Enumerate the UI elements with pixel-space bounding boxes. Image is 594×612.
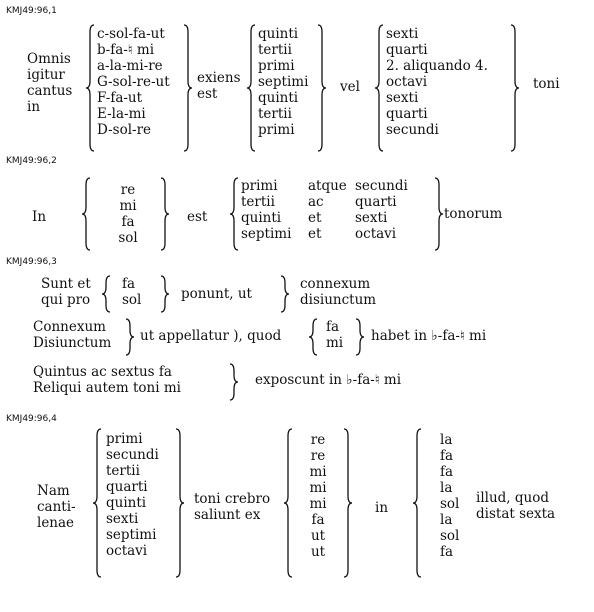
connexion-pair: [300, 276, 376, 308]
vel-word: vel: [340, 79, 360, 95]
brace-left: [309, 319, 317, 355]
syllable: fa: [121, 214, 135, 230]
mode-word: sexti: [386, 26, 419, 42]
second-mode-list: [386, 26, 488, 138]
brace-left: [284, 429, 292, 577]
mode-word: octavi: [355, 226, 397, 242]
mode-word: quarti: [386, 106, 428, 122]
ordinal-word: quinti: [106, 495, 147, 511]
lead-line: Sunt et: [41, 276, 91, 292]
ordinal-word: sexti: [106, 511, 139, 527]
mid-phrase-4: [194, 491, 270, 523]
lead-phrase-1: [27, 51, 72, 115]
lead-line: Reliqui autem toni mi: [33, 380, 181, 396]
mode-word: septimi: [258, 74, 309, 90]
syllable-column-b: [440, 432, 459, 560]
syllable: fa: [122, 276, 136, 292]
syllable: fa: [440, 464, 454, 480]
syllable: la: [440, 512, 453, 528]
syllable: mi: [326, 335, 344, 351]
brace-right: [184, 25, 192, 151]
ordinal-word: secundi: [106, 447, 159, 463]
tail-line: distat sexta: [476, 506, 556, 522]
mode-word: quarti: [386, 42, 428, 58]
ordinal-word: quarti: [106, 479, 148, 495]
lead-line: Disiunctum: [33, 335, 112, 351]
note-name: G-sol-re-ut: [97, 74, 170, 90]
syllable: sol: [440, 528, 460, 544]
mid-line: saliunt ex: [194, 507, 261, 523]
ordinal-word: primi: [106, 431, 143, 447]
ordinal-word: tertii: [106, 463, 140, 479]
mode-word: quarti: [355, 194, 397, 210]
verb-word: exiens: [197, 70, 241, 86]
syllable: re: [120, 182, 136, 198]
brace-right: [230, 364, 238, 400]
ordinal-word: septimi: [106, 527, 157, 543]
note-name: c-sol-fa-ut: [97, 26, 165, 42]
verb-phrase-1: [197, 70, 241, 102]
brace-left: [82, 178, 90, 250]
brace-left: [102, 276, 110, 312]
lead-word: cantus: [27, 83, 73, 99]
syllable: re: [310, 448, 326, 464]
lead-word: Omnis: [27, 51, 71, 67]
syllable: fa: [440, 544, 454, 560]
brace-right: [161, 178, 169, 250]
tail-line: illud, quod: [476, 490, 549, 506]
ponunt-phrase: ponunt, ut: [181, 286, 252, 302]
mode-word: primi: [258, 58, 295, 74]
note-name: D-sol-re: [97, 122, 152, 138]
syllable: ut: [310, 528, 326, 544]
mode-word: quinti: [258, 90, 299, 106]
syllable: ut: [310, 544, 326, 560]
ordinal-list: [106, 431, 159, 559]
mode-word: quinti: [241, 210, 282, 226]
section-label-1: KMJ49:96,1: [6, 6, 57, 16]
syllable-pair-2: [326, 319, 343, 351]
syllable: mi: [119, 198, 137, 214]
lead-in-2: In: [32, 209, 47, 225]
mode-word: tertii: [258, 42, 292, 58]
brace-right: [318, 25, 326, 151]
brace-left: [413, 429, 421, 577]
lead-phrase-3b: [33, 319, 111, 351]
ordinal-word: octavi: [106, 543, 148, 559]
brace-right: [126, 319, 134, 355]
connexion-word: connexum: [300, 276, 371, 292]
mode-word: quinti: [258, 26, 299, 42]
lead-phrase-3c: [33, 364, 181, 396]
syllable: fa: [440, 448, 454, 464]
verb-word: est: [197, 86, 218, 102]
toni-word: toni: [533, 76, 560, 92]
brace-right: [281, 276, 289, 312]
mode-word: primi: [258, 122, 295, 138]
brace-left: [247, 25, 255, 151]
lead-word: igitur: [27, 67, 65, 83]
mode-word: tertii: [241, 194, 275, 210]
syllable-pair-1: [122, 276, 141, 308]
syllable: mi: [309, 496, 327, 512]
tonorum-word: tonorum: [444, 206, 503, 222]
lead-line: qui pro: [41, 292, 91, 308]
lead-word: Nam: [37, 483, 70, 499]
mode-word: tertii: [258, 106, 292, 122]
note-name: F-fa-ut: [97, 90, 143, 106]
brace-right: [344, 429, 352, 577]
lead-line: Quintus ac sextus fa: [33, 364, 172, 380]
syllable: mi: [309, 480, 327, 496]
lead-phrase-4: [37, 483, 76, 531]
conjunction: ac: [308, 194, 324, 210]
connexion-word: disiunctum: [300, 292, 377, 308]
in-word-4: in: [375, 500, 389, 516]
brace-left: [230, 178, 238, 250]
section-label-3: KMJ49:96,3: [6, 257, 57, 267]
first-mode-list: [258, 26, 308, 138]
syllable: la: [440, 480, 453, 496]
syllable: sol: [440, 496, 460, 512]
syllable: mi: [309, 464, 327, 480]
lead-line: Connexum: [33, 319, 106, 335]
syllable: sol: [122, 292, 142, 308]
brace-right: [356, 319, 364, 355]
syllable: sol: [118, 230, 138, 246]
syllable-column-a: [298, 432, 338, 560]
conjunction: et: [308, 210, 322, 226]
brace-left: [375, 25, 383, 151]
lead-word: canti-: [37, 499, 76, 515]
syllable: la: [440, 432, 453, 448]
mode-word: 2. aliquando 4.: [386, 58, 488, 74]
tail-phrase-4: [476, 490, 555, 522]
mode-word: septimi: [241, 226, 292, 242]
syllable: fa: [326, 319, 340, 335]
lead-phrase-3a: [41, 276, 91, 308]
brace-right: [435, 178, 443, 250]
habet-phrase: habet in ♭-fa-♮ mi: [371, 328, 487, 344]
est-word: est: [187, 209, 208, 225]
note-name: a-la-mi-re: [97, 58, 163, 74]
mode-word: octavi: [386, 74, 428, 90]
conjunction: et: [308, 226, 322, 242]
mid-line: toni crebro: [194, 491, 271, 507]
brace-left: [93, 429, 101, 577]
mode-word: sexti: [386, 90, 419, 106]
brace-right: [176, 429, 184, 577]
syllable-list: [100, 182, 156, 246]
mode-col-a: [241, 178, 291, 242]
syllable: fa: [311, 512, 325, 528]
mode-col-b: [355, 178, 408, 242]
lead-word: lenae: [37, 515, 75, 531]
note-name: b-fa-♮ mi: [97, 42, 155, 58]
mode-word: sexti: [355, 210, 388, 226]
conjunction: atque: [308, 178, 347, 194]
appellatur-phrase: ut appellatur ), quod: [140, 328, 282, 344]
section-label-4: KMJ49:96,4: [6, 414, 57, 424]
note-name: E-la-mi: [97, 106, 146, 122]
syllable: re: [310, 432, 326, 448]
section-label-2: KMJ49:96,2: [6, 156, 57, 166]
conjunction-col: [308, 178, 347, 242]
mode-word: secundi: [355, 178, 408, 194]
lead-word: in: [27, 99, 41, 115]
mode-word: secundi: [386, 122, 439, 138]
brace-left: [86, 25, 94, 151]
note-names-list: [97, 26, 170, 138]
exposcunt-phrase: exposcunt in ♭-fa-♮ mi: [255, 372, 402, 388]
brace-right: [161, 276, 169, 312]
mode-word: primi: [241, 178, 278, 194]
brace-right: [511, 25, 519, 151]
